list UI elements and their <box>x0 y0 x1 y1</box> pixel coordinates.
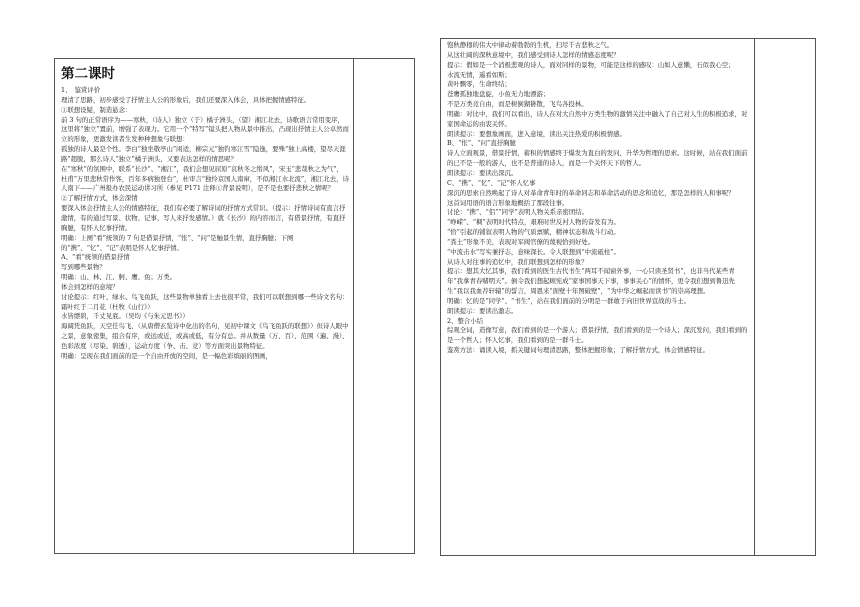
text-line: 体会到怎样的意境？ <box>61 282 119 291</box>
text-line: “粪土”形象不美，表现对军阀官僚的蔑视恰到好处。 <box>447 237 595 246</box>
text-line: 提示：假如是一个消极悲观的诗人，面对同样的景物，可能是这样的感叹：山如人意懒，石似我心空； <box>447 60 735 69</box>
text-line: 从诗人对往事的追忆中，我们联想到怎样的形象？ <box>447 257 588 266</box>
text-line: 从这壮阔的深秋意境中，我们感受到诗人怎样的情感态度呢？ <box>447 50 620 59</box>
text-line: 明确：忆的是“同学”、“书生”，站在我们面前的分明是一群敢于向旧世界宣战的斗士。 <box>447 296 691 305</box>
page-title: 第二课时 <box>61 66 115 82</box>
text-line: 理清了思路，初步感受了抒情主人公的形象后，我们还要深入体会，具体把握情感特征。 <box>61 95 311 104</box>
text-line: 明确：上阕“看”统领的 7 句是借景抒情，“怅”、“问”是触景生情，直抒胸臆；下阕的“携”、“忆”、“记”表明是怀人忆事抒情。 <box>61 233 294 252</box>
text-line: 提示：想其大忆其事，我们看到的医生古代书生“两耳不闻窗外事，一心只读圣贤书”，也非当代某些青年“我拿青春赌明天”。倒令我们想起顾宪成“家事国事天下事，事事关心”的情怀，更令我们想到鲁迅先生“我以我血荐轩辕”的誓言，周恩来“面壁十年图破壁”，“为中华之崛起而读书”的崇高理想。 <box>447 267 735 296</box>
right-main-cell <box>441 39 755 556</box>
left-text-body <box>61 86 349 362</box>
text-line: 朗读提示：要读出深沉。 <box>447 168 518 177</box>
left-lesson-table <box>54 58 415 554</box>
text-line: 要深入体会抒情主人公的情感特征，我们有必要了解诗词的抒情方式常识。（提示：抒情诗词有直言抒激情，有的通过写景、状物、记事、写人来抒发感情。）就《长沙》的内容而言，有借景抒情，有直抒胸臆，有怀人忆事抒情。 <box>61 204 346 232</box>
text-line: A、“看”统领的借景抒情 <box>61 253 130 262</box>
text-line: 综观全词，造像写意，我们看到的是一个游人；借景抒情，我们看到的是一个诗人；深沉发问，我们看到的是一个哲人；怀人忆事，我们看到的是一群斗士。 <box>447 326 748 345</box>
text-line: “峥嵘”、“稠”表明时代特点，艰难时世反衬人物的奋发有为。 <box>447 218 620 227</box>
text-line: 饱秋静穆的伟大中律动着勃勃的生机，扫尽千古悲秋之气。 <box>447 41 614 49</box>
text-line: 黄叶飘零，生命终结； <box>447 80 511 89</box>
right-page <box>430 0 860 607</box>
text-line: ②了解抒情方式，体会深情 <box>61 194 138 203</box>
text-line: “恰”引起的铺叙表明人物的气质禀赋，精神状态和战斗行动。 <box>447 228 620 237</box>
text-line: 深沉的思索自然唤起了诗人对革命青年时的革命同志和革命活动的思念和追忆，那是怎样的人和事呢？ <box>447 188 735 197</box>
text-line: 诗人立面观景，借景抒情，蓄积的情感终于爆发为直白的发问，升华为哲理的思索。这时候，站在我们面前的已不是一般的游人，也不是普通的诗人，而是一个关怀天下的哲人。 <box>447 149 748 168</box>
text-line: 霜叶红于二月花（杜牧《山行》） <box>61 302 154 311</box>
text-line: C、“携”、“忆”、“记”怀人忆事 <box>447 178 536 187</box>
text-line: 1、 鉴赏评价 <box>61 86 101 94</box>
text-line: 前 3 句的正常语序为——寒秋，（诗人）独立（于）橘子洲头，（望）湘江北去，诗歌语言常用变序，这里将“独立”置前，增强了表现力。它用一个“特写”镜头把人物从景中推出，凸现出抒情主人公卓然而立的形象，更激发读者生发种种想象与联想： <box>61 115 349 144</box>
text-line: 明确：呈现在我们面前的是一个自由开放的空间，是一幅色彩缤丽的图画， <box>61 351 272 360</box>
text-line: 明确：山、林、江、舸、鹰、鱼；万类。 <box>61 273 177 282</box>
text-line: “中流击水”写实兼抒志，意味深长。令人联想到“中流砥柱”。 <box>447 247 620 256</box>
text-line: ①联想设疑，制造悬念： <box>61 105 132 114</box>
right-notes-column <box>755 39 816 556</box>
text-line: 在“寒秋”的氛围中，联系“长沙”、“湘江”，我们会想见屈原“哀秋冬之缗风”，宋玉“悲哉秋之为气”，杜甫“万里悲秋常作客，百年多病独登台”，杜审言“独怜京国人南窜，不似湘江水北流”，湘江北去，诗人南下——广州报办农民运动讲习所（参见 P171 注释①背景说明），是不是也要抒悲秋之情呢？ <box>61 164 349 193</box>
text-line: 朗读提示：要读出激志。 <box>447 306 518 315</box>
left-notes-column <box>354 59 415 554</box>
text-line: 2、整合小结 <box>447 316 484 325</box>
text-line: 海阔凭鱼跃，天空任鸟飞、（从唐僧玄览诗中化出的名句，见初中课文《鸟飞鱼跃的联想》）但诗人眼中之景，意象密集，组合有序，或远或近，或高或低，有分有总。并从数量（万、百）、范围（遍、漫）、色彩浓度（尽染、碧透），运动方度（争、击、竞）等方面突出景物特征。 <box>61 322 349 350</box>
text-line: 孤独的诗人最是个性。李白“独坐敬亭山”闲适，柳宗元“独钓寒江雪”隐逸，要殊“独上高楼，望尽天涯路”超脱，那么诗人“独立”橘子洲头，又要表达怎样的情思呢？ <box>61 145 346 163</box>
text-line: B、“怅”、“问”直抒胸臆 <box>447 139 516 148</box>
text-line: 这首词用语的语言形象地概括了那段往事。 <box>447 198 569 207</box>
left-main-cell <box>55 59 354 554</box>
text-line: 明确：对比中，我们可以看出，诗人在对大自然中万类生物的激情关注中融入了自己对人生的积极追求，对家国命运的由衷关怀。 <box>447 109 748 128</box>
text-line: 苍鹰孤独地盘旋，小鱼无力地漂游； <box>447 90 550 99</box>
text-line: 朗读提示：要想象画面，进入意境，读出关注热爱的积极情感。 <box>447 129 626 138</box>
text-line: 鉴赏方法：诵读入境，抓关键词句理清思路，整体把握形象；了解抒情方式，体会情感特征。 <box>447 346 710 355</box>
text-line: 水皆缥碧，千丈见底。（吴均《与朱元思书》） <box>61 312 189 321</box>
right-text-body <box>447 41 750 356</box>
text-line: 讨论提示：红叶、绿水、鸟飞鱼跃，这些景物单独看上去也很平常，我们可以联想到哪一些诗文名句： <box>61 292 349 301</box>
text-line: 写到哪些景物？ <box>61 263 106 272</box>
text-line: 水流无情，遥看如斯； <box>447 70 511 79</box>
text-line: 不是万类竞自由，而是树倒猢狲散，飞鸟各投林。 <box>447 100 588 109</box>
right-lesson-table <box>440 38 816 556</box>
text-line: 讨论：“携”、“侣”“同学”表明人物关系亲密团结。 <box>447 208 589 217</box>
